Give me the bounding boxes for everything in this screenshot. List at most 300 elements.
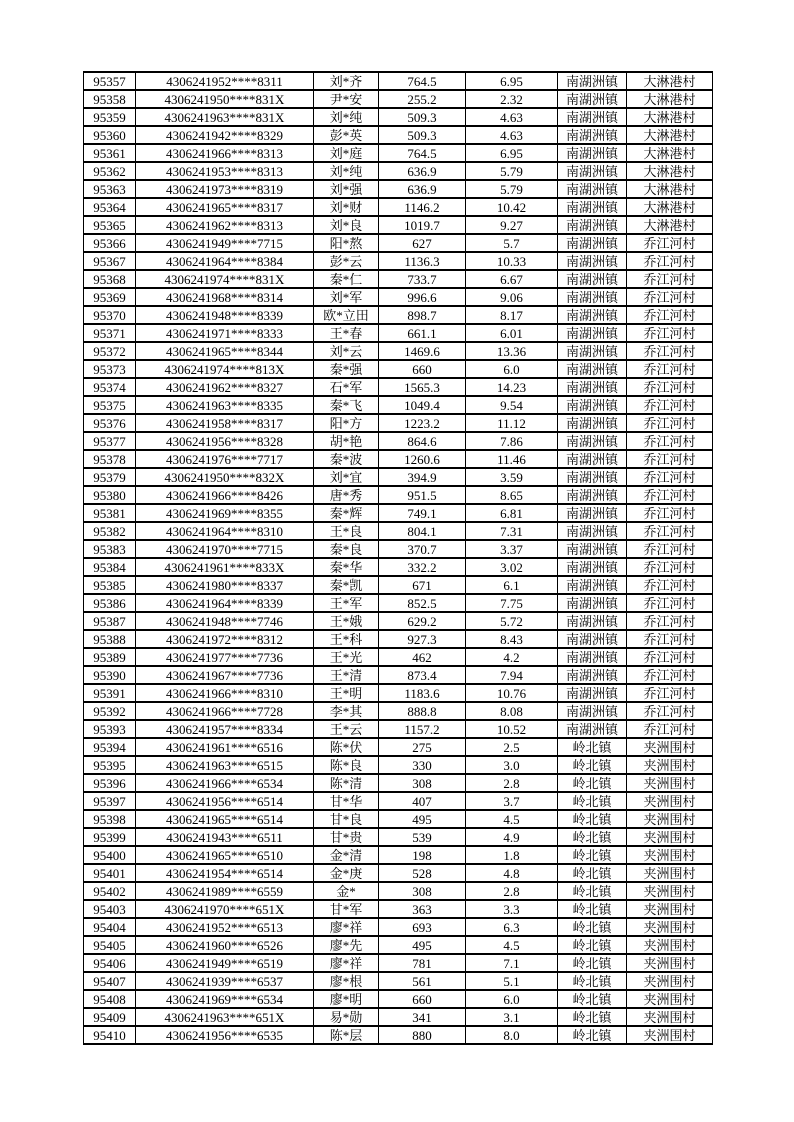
cell-amount: 363 — [379, 900, 466, 918]
cell-area: 3.3 — [466, 900, 558, 918]
cell-area: 4.8 — [466, 864, 558, 882]
cell-town: 南湖洲镇 — [558, 180, 627, 198]
table-row — [84, 306, 713, 324]
table-row — [84, 180, 713, 198]
cell-area: 6.0 — [466, 360, 558, 378]
cell-amount: 1049.4 — [379, 396, 466, 414]
cell-village: 乔江河村 — [627, 684, 713, 702]
cell-id-number: 4306241963****651X — [136, 1008, 314, 1026]
cell-village: 夹洲围村 — [627, 900, 713, 918]
cell-area: 6.1 — [466, 576, 558, 594]
table-row — [84, 144, 713, 162]
table-row — [84, 846, 713, 864]
cell-town: 岭北镇 — [558, 936, 627, 954]
cell-amount: 629.2 — [379, 612, 466, 630]
cell-amount: 1157.2 — [379, 720, 466, 738]
cell-area: 11.12 — [466, 414, 558, 432]
cell-village: 夹洲围村 — [627, 774, 713, 792]
cell-town: 南湖洲镇 — [558, 504, 627, 522]
cell-amount: 308 — [379, 882, 466, 900]
cell-village: 乔江河村 — [627, 270, 713, 288]
table-row — [84, 684, 713, 702]
cell-village: 大淋港村 — [627, 90, 713, 108]
cell-id-number: 4306241966****8310 — [136, 684, 314, 702]
cell-name: 王*明 — [314, 684, 379, 702]
cell-seq: 95401 — [84, 864, 136, 882]
cell-town: 岭北镇 — [558, 990, 627, 1008]
cell-name: 王*科 — [314, 630, 379, 648]
cell-village: 乔江河村 — [627, 414, 713, 432]
cell-village: 乔江河村 — [627, 630, 713, 648]
cell-town: 南湖洲镇 — [558, 216, 627, 234]
cell-amount: 781 — [379, 954, 466, 972]
cell-area: 6.95 — [466, 144, 558, 162]
cell-name: 刘*良 — [314, 216, 379, 234]
cell-area: 5.79 — [466, 162, 558, 180]
table-row — [84, 432, 713, 450]
table-body — [84, 72, 713, 1044]
table-row — [84, 1026, 713, 1044]
cell-id-number: 4306241976****7717 — [136, 450, 314, 468]
cell-seq: 95394 — [84, 738, 136, 756]
cell-amount: 509.3 — [379, 108, 466, 126]
cell-name: 甘*良 — [314, 810, 379, 828]
cell-area: 4.9 — [466, 828, 558, 846]
cell-seq: 95397 — [84, 792, 136, 810]
cell-name: 秦*辉 — [314, 504, 379, 522]
cell-area: 9.27 — [466, 216, 558, 234]
cell-name: 王*光 — [314, 648, 379, 666]
cell-amount: 539 — [379, 828, 466, 846]
cell-town: 南湖洲镇 — [558, 108, 627, 126]
cell-town: 南湖洲镇 — [558, 90, 627, 108]
cell-seq: 95372 — [84, 342, 136, 360]
cell-name: 王*春 — [314, 324, 379, 342]
cell-id-number: 4306241963****831X — [136, 108, 314, 126]
cell-id-number: 4306241967****7736 — [136, 666, 314, 684]
cell-area: 3.02 — [466, 558, 558, 576]
cell-name: 陈*层 — [314, 1026, 379, 1044]
cell-amount: 873.4 — [379, 666, 466, 684]
cell-seq: 95359 — [84, 108, 136, 126]
cell-town: 南湖洲镇 — [558, 576, 627, 594]
cell-amount: 341 — [379, 1008, 466, 1026]
cell-village: 夹洲围村 — [627, 864, 713, 882]
cell-area: 6.67 — [466, 270, 558, 288]
cell-amount: 308 — [379, 774, 466, 792]
cell-town: 南湖洲镇 — [558, 72, 627, 90]
cell-village: 乔江河村 — [627, 486, 713, 504]
cell-town: 岭北镇 — [558, 900, 627, 918]
cell-id-number: 4306241961****6516 — [136, 738, 314, 756]
cell-amount: 495 — [379, 936, 466, 954]
cell-town: 岭北镇 — [558, 774, 627, 792]
cell-area: 6.3 — [466, 918, 558, 936]
cell-seq: 95386 — [84, 594, 136, 612]
cell-area: 5.1 — [466, 972, 558, 990]
cell-area: 4.2 — [466, 648, 558, 666]
cell-village: 乔江河村 — [627, 450, 713, 468]
cell-id-number: 4306241972****8312 — [136, 630, 314, 648]
cell-name: 廖*根 — [314, 972, 379, 990]
cell-seq: 95382 — [84, 522, 136, 540]
cell-village: 夹洲围村 — [627, 1008, 713, 1026]
cell-amount: 462 — [379, 648, 466, 666]
table-row — [84, 648, 713, 666]
cell-town: 南湖洲镇 — [558, 144, 627, 162]
cell-village: 乔江河村 — [627, 720, 713, 738]
cell-area: 5.7 — [466, 234, 558, 252]
cell-town: 南湖洲镇 — [558, 432, 627, 450]
cell-seq: 95391 — [84, 684, 136, 702]
cell-town: 南湖洲镇 — [558, 198, 627, 216]
cell-id-number: 4306241956****6535 — [136, 1026, 314, 1044]
table-row — [84, 108, 713, 126]
cell-area: 8.08 — [466, 702, 558, 720]
cell-village: 夹洲围村 — [627, 1026, 713, 1044]
table-row — [84, 630, 713, 648]
table-row — [84, 360, 713, 378]
cell-seq: 95399 — [84, 828, 136, 846]
cell-area: 6.0 — [466, 990, 558, 1008]
cell-id-number: 4306241964****8384 — [136, 252, 314, 270]
cell-area: 8.43 — [466, 630, 558, 648]
cell-name: 秦*仁 — [314, 270, 379, 288]
cell-amount: 693 — [379, 918, 466, 936]
cell-town: 南湖洲镇 — [558, 288, 627, 306]
cell-name: 金*清 — [314, 846, 379, 864]
cell-amount: 1223.2 — [379, 414, 466, 432]
cell-town: 岭北镇 — [558, 882, 627, 900]
cell-seq: 95390 — [84, 666, 136, 684]
cell-amount: 407 — [379, 792, 466, 810]
cell-area: 13.36 — [466, 342, 558, 360]
cell-area: 2.8 — [466, 774, 558, 792]
cell-name: 王*良 — [314, 522, 379, 540]
cell-town: 岭北镇 — [558, 918, 627, 936]
cell-village: 乔江河村 — [627, 648, 713, 666]
cell-town: 南湖洲镇 — [558, 540, 627, 558]
cell-amount: 1146.2 — [379, 198, 466, 216]
cell-area: 7.94 — [466, 666, 558, 684]
cell-amount: 509.3 — [379, 126, 466, 144]
cell-area: 8.0 — [466, 1026, 558, 1044]
cell-name: 秦*波 — [314, 450, 379, 468]
cell-name: 阳*熬 — [314, 234, 379, 252]
cell-id-number: 4306241950****832X — [136, 468, 314, 486]
cell-id-number: 4306241953****8313 — [136, 162, 314, 180]
cell-village: 乔江河村 — [627, 522, 713, 540]
cell-seq: 95377 — [84, 432, 136, 450]
cell-name: 刘*财 — [314, 198, 379, 216]
cell-id-number: 4306241977****7736 — [136, 648, 314, 666]
table-row — [84, 378, 713, 396]
cell-name: 秦*华 — [314, 558, 379, 576]
table-row — [84, 972, 713, 990]
table-row — [84, 504, 713, 522]
table-row — [84, 288, 713, 306]
table-row — [84, 918, 713, 936]
cell-id-number: 4306241943****6511 — [136, 828, 314, 846]
cell-name: 刘*纯 — [314, 108, 379, 126]
table-row — [84, 270, 713, 288]
cell-id-number: 4306241966****7728 — [136, 702, 314, 720]
cell-amount: 733.7 — [379, 270, 466, 288]
table-row — [84, 522, 713, 540]
table-row — [84, 324, 713, 342]
cell-village: 夹洲围村 — [627, 990, 713, 1008]
cell-name: 李*其 — [314, 702, 379, 720]
cell-seq: 95387 — [84, 612, 136, 630]
cell-area: 7.1 — [466, 954, 558, 972]
cell-village: 夹洲围村 — [627, 738, 713, 756]
table-row — [84, 756, 713, 774]
table-row — [84, 612, 713, 630]
cell-town: 南湖洲镇 — [558, 306, 627, 324]
cell-town: 南湖洲镇 — [558, 594, 627, 612]
cell-name: 秦*飞 — [314, 396, 379, 414]
cell-id-number: 4306241966****8426 — [136, 486, 314, 504]
table-row — [84, 468, 713, 486]
cell-village: 大淋港村 — [627, 216, 713, 234]
cell-amount: 764.5 — [379, 72, 466, 90]
cell-area: 14.23 — [466, 378, 558, 396]
cell-seq: 95373 — [84, 360, 136, 378]
cell-seq: 95362 — [84, 162, 136, 180]
cell-town: 岭北镇 — [558, 972, 627, 990]
roster-table — [83, 71, 713, 1045]
table-row — [84, 990, 713, 1008]
cell-name: 廖*祥 — [314, 954, 379, 972]
cell-village: 乔江河村 — [627, 324, 713, 342]
cell-name: 秦*良 — [314, 540, 379, 558]
cell-id-number: 4306241989****6559 — [136, 882, 314, 900]
cell-area: 9.06 — [466, 288, 558, 306]
cell-town: 岭北镇 — [558, 1008, 627, 1026]
cell-seq: 95406 — [84, 954, 136, 972]
cell-amount: 898.7 — [379, 306, 466, 324]
cell-name: 廖*祥 — [314, 918, 379, 936]
cell-amount: 671 — [379, 576, 466, 594]
cell-area: 6.01 — [466, 324, 558, 342]
cell-seq: 95405 — [84, 936, 136, 954]
cell-town: 南湖洲镇 — [558, 396, 627, 414]
cell-id-number: 4306241969****6534 — [136, 990, 314, 1008]
table-row — [84, 342, 713, 360]
table-row — [84, 900, 713, 918]
cell-seq: 95396 — [84, 774, 136, 792]
cell-id-number: 4306241957****8334 — [136, 720, 314, 738]
cell-area: 3.0 — [466, 756, 558, 774]
cell-village: 大淋港村 — [627, 180, 713, 198]
cell-area: 5.72 — [466, 612, 558, 630]
table-row — [84, 396, 713, 414]
cell-name: 刘*强 — [314, 180, 379, 198]
cell-seq: 95393 — [84, 720, 136, 738]
cell-amount: 275 — [379, 738, 466, 756]
cell-seq: 95368 — [84, 270, 136, 288]
table-row — [84, 936, 713, 954]
cell-amount: 927.3 — [379, 630, 466, 648]
cell-id-number: 4306241960****6526 — [136, 936, 314, 954]
table-row — [84, 450, 713, 468]
cell-area: 10.76 — [466, 684, 558, 702]
cell-seq: 95383 — [84, 540, 136, 558]
cell-amount: 636.9 — [379, 180, 466, 198]
cell-town: 南湖洲镇 — [558, 486, 627, 504]
cell-area: 10.52 — [466, 720, 558, 738]
cell-name: 甘*军 — [314, 900, 379, 918]
table-row — [84, 234, 713, 252]
cell-id-number: 4306241958****8317 — [136, 414, 314, 432]
cell-area: 2.8 — [466, 882, 558, 900]
table-row — [84, 198, 713, 216]
table-row — [84, 594, 713, 612]
cell-seq: 95357 — [84, 72, 136, 90]
cell-name: 金* — [314, 882, 379, 900]
cell-amount: 660 — [379, 990, 466, 1008]
cell-amount: 880 — [379, 1026, 466, 1044]
cell-village: 大淋港村 — [627, 126, 713, 144]
cell-name: 秦*凯 — [314, 576, 379, 594]
cell-village: 大淋港村 — [627, 198, 713, 216]
cell-town: 南湖洲镇 — [558, 702, 627, 720]
cell-area: 6.95 — [466, 72, 558, 90]
cell-id-number: 4306241966****6534 — [136, 774, 314, 792]
cell-area: 7.86 — [466, 432, 558, 450]
cell-seq: 95408 — [84, 990, 136, 1008]
cell-town: 岭北镇 — [558, 738, 627, 756]
cell-town: 南湖洲镇 — [558, 126, 627, 144]
cell-town: 南湖洲镇 — [558, 324, 627, 342]
table-row — [84, 792, 713, 810]
cell-amount: 330 — [379, 756, 466, 774]
cell-area: 2.5 — [466, 738, 558, 756]
cell-amount: 864.6 — [379, 432, 466, 450]
cell-town: 岭北镇 — [558, 954, 627, 972]
cell-name: 石*军 — [314, 378, 379, 396]
cell-name: 王*清 — [314, 666, 379, 684]
cell-seq: 95375 — [84, 396, 136, 414]
cell-area: 5.79 — [466, 180, 558, 198]
cell-town: 南湖洲镇 — [558, 270, 627, 288]
cell-village: 夹洲围村 — [627, 756, 713, 774]
cell-town: 南湖洲镇 — [558, 558, 627, 576]
cell-name: 刘*云 — [314, 342, 379, 360]
table-row — [84, 540, 713, 558]
cell-area: 9.54 — [466, 396, 558, 414]
cell-village: 大淋港村 — [627, 72, 713, 90]
cell-village: 乔江河村 — [627, 432, 713, 450]
cell-name: 廖*先 — [314, 936, 379, 954]
cell-town: 岭北镇 — [558, 756, 627, 774]
cell-id-number: 4306241966****8313 — [136, 144, 314, 162]
cell-village: 大淋港村 — [627, 144, 713, 162]
cell-seq: 95370 — [84, 306, 136, 324]
cell-name: 尹*安 — [314, 90, 379, 108]
cell-village: 夹洲围村 — [627, 918, 713, 936]
cell-village: 夹洲围村 — [627, 936, 713, 954]
cell-area: 1.8 — [466, 846, 558, 864]
cell-amount: 749.1 — [379, 504, 466, 522]
table-row — [84, 576, 713, 594]
table-row — [84, 90, 713, 108]
cell-town: 南湖洲镇 — [558, 684, 627, 702]
cell-village: 乔江河村 — [627, 702, 713, 720]
cell-seq: 95402 — [84, 882, 136, 900]
cell-id-number: 4306241965****6514 — [136, 810, 314, 828]
cell-id-number: 4306241974****813X — [136, 360, 314, 378]
cell-id-number: 4306241965****6510 — [136, 846, 314, 864]
cell-town: 岭北镇 — [558, 792, 627, 810]
cell-seq: 95410 — [84, 1026, 136, 1044]
cell-amount: 370.7 — [379, 540, 466, 558]
cell-town: 南湖洲镇 — [558, 630, 627, 648]
cell-seq: 95376 — [84, 414, 136, 432]
cell-town: 南湖洲镇 — [558, 162, 627, 180]
cell-seq: 95389 — [84, 648, 136, 666]
table-row — [84, 558, 713, 576]
cell-amount: 561 — [379, 972, 466, 990]
cell-id-number: 4306241965****8317 — [136, 198, 314, 216]
table-row — [84, 882, 713, 900]
cell-village: 夹洲围村 — [627, 882, 713, 900]
cell-id-number: 4306241970****7715 — [136, 540, 314, 558]
cell-id-number: 4306241980****8337 — [136, 576, 314, 594]
cell-town: 岭北镇 — [558, 1026, 627, 1044]
cell-area: 8.17 — [466, 306, 558, 324]
cell-town: 南湖洲镇 — [558, 522, 627, 540]
cell-town: 南湖洲镇 — [558, 414, 627, 432]
cell-seq: 95360 — [84, 126, 136, 144]
cell-name: 刘*纯 — [314, 162, 379, 180]
cell-id-number: 4306241969****8355 — [136, 504, 314, 522]
cell-seq: 95366 — [84, 234, 136, 252]
cell-id-number: 4306241970****651X — [136, 900, 314, 918]
cell-village: 大淋港村 — [627, 108, 713, 126]
cell-amount: 804.1 — [379, 522, 466, 540]
table-row — [84, 666, 713, 684]
cell-id-number: 4306241956****6514 — [136, 792, 314, 810]
cell-area: 3.59 — [466, 468, 558, 486]
cell-name: 甘*华 — [314, 792, 379, 810]
cell-town: 岭北镇 — [558, 846, 627, 864]
cell-village: 夹洲围村 — [627, 846, 713, 864]
cell-town: 南湖洲镇 — [558, 666, 627, 684]
cell-area: 10.33 — [466, 252, 558, 270]
table-row — [84, 72, 713, 90]
cell-amount: 852.5 — [379, 594, 466, 612]
cell-id-number: 4306241962****8313 — [136, 216, 314, 234]
cell-village: 乔江河村 — [627, 342, 713, 360]
cell-id-number: 4306241963****8335 — [136, 396, 314, 414]
cell-name: 刘*宜 — [314, 468, 379, 486]
cell-name: 廖*明 — [314, 990, 379, 1008]
cell-village: 乔江河村 — [627, 666, 713, 684]
cell-town: 岭北镇 — [558, 828, 627, 846]
table-row — [84, 774, 713, 792]
cell-amount: 764.5 — [379, 144, 466, 162]
cell-area: 6.81 — [466, 504, 558, 522]
cell-village: 乔江河村 — [627, 288, 713, 306]
cell-name: 王*娥 — [314, 612, 379, 630]
cell-id-number: 4306241963****6515 — [136, 756, 314, 774]
cell-seq: 95369 — [84, 288, 136, 306]
cell-name: 刘*庭 — [314, 144, 379, 162]
cell-town: 南湖洲镇 — [558, 720, 627, 738]
cell-seq: 95407 — [84, 972, 136, 990]
cell-id-number: 4306241948****8339 — [136, 306, 314, 324]
